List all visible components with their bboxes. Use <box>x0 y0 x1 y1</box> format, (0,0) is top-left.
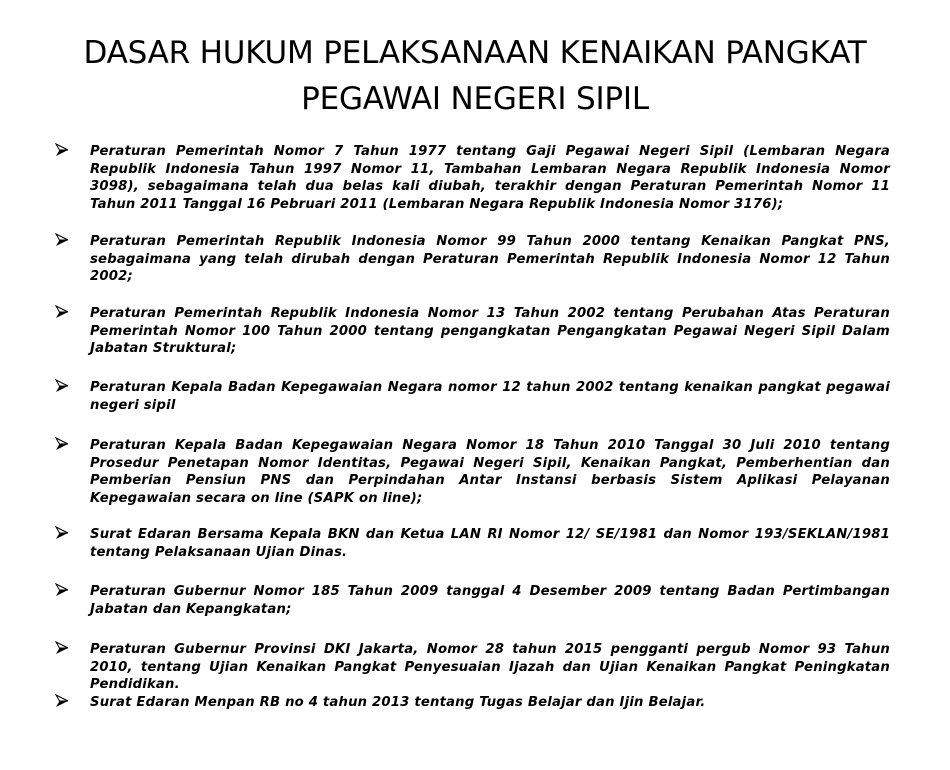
list-item <box>55 437 890 507</box>
list-item <box>55 526 890 561</box>
list-item-text: Peraturan Gubernur Provinsi DKI Jakarta, Nomor 28 tahun 2015 pengganti pergub Nomor 93 Tahun 2010, tentang Ujian Kenaikan Pangkat Penyesuaian Ijazah dan Ujian Kenaikan Pangkat Peningkatan Pendidikan. <box>90 642 890 692</box>
list-item-text: Peraturan Pemerintah Nomor 7 Tahun 1977 tentang Gaji Pegawai Negeri Sipil (Lembaran Negara Republik Indonesia Tahun 1997 Nomor 11, Tambahan Lembaran Negara Republik Indonesia Nomor 3098), sebagaimana telah dua belas kali diubah, terakhir dengan Peraturan Pemerintah Nomor 11 Tahun 2011 Tanggal 16 Pebruari 2011 (Lembaran Negara Republik Indonesia Nomor 3176); <box>90 144 890 212</box>
list-item <box>55 694 890 712</box>
list-item <box>55 143 890 213</box>
list-item <box>55 233 890 286</box>
page-title-line-2: PEGAWAI NEGERI SIPIL <box>301 81 649 117</box>
list-item <box>55 641 890 694</box>
list-item-text: Peraturan Kepala Badan Kepegawaian Negara nomor 12 tahun 2002 tentang kenaikan pangkat pegawai negeri sipil <box>90 380 890 413</box>
arrowhead-bullet-icon <box>55 526 71 542</box>
arrowhead-bullet-icon <box>55 694 71 710</box>
list-item-text: Peraturan Kepala Badan Kepegawaian Negara Nomor 18 Tahun 2010 Tanggal 30 Juli 2010 tentang Prosedur Penetapan Nomor Identitas, Pegawai Negeri Sipil, Kenaikan Pangkat, Pemberhentian dan Pemberian Pensiun PNS dan Perpindahan Antar Instansi berbasis Sistem Aplikasi Pelayanan Kepegawaian secara on line (SAPK on line); <box>90 438 890 506</box>
arrowhead-bullet-icon <box>55 641 71 657</box>
list-item <box>55 379 890 414</box>
arrowhead-bullet-icon <box>55 379 71 395</box>
list-item-text: Peraturan Pemerintah Republik Indonesia Nomor 99 Tahun 2000 tentang Kenaikan Pangkat PNS, sebagaimana yang telah dirubah dengan Peraturan Pemerintah Republik Indonesia Nomor 12 Tahun 2002; <box>90 234 890 284</box>
list-item-text: Peraturan Pemerintah Republik Indonesia Nomor 13 Tahun 2002 tentang Perubahan Atas Peraturan Pemerintah Nomor 100 Tahun 2000 tentang pengangkatan Pengangkatan Pegawai Negeri Sipil Dalam Jabatan Struktural; <box>90 306 890 356</box>
arrowhead-bullet-icon <box>55 437 71 453</box>
arrowhead-bullet-icon <box>55 233 71 249</box>
page-title-line-1: DASAR HUKUM PELAKSANAAN KENAIKAN PANGKAT <box>83 35 867 71</box>
list-item-text: Surat Edaran Menpan RB no 4 tahun 2013 tentang Tugas Belajar dan Ijin Belajar. <box>90 695 706 710</box>
list-item <box>55 305 890 358</box>
list-item-text: Surat Edaran Bersama Kepala BKN dan Ketua LAN RI Nomor 12/ SE/1981 dan Nomor 193/SEKLAN/1981 tentang Pelaksanaan Ujian Dinas. <box>90 527 890 560</box>
arrowhead-bullet-icon <box>55 583 71 599</box>
list-item <box>55 583 890 618</box>
arrowhead-bullet-icon <box>55 305 71 321</box>
arrowhead-bullet-icon <box>55 143 71 159</box>
list-item-text: Peraturan Gubernur Nomor 185 Tahun 2009 tanggal 4 Desember 2009 tentang Badan Pertimbangan Jabatan dan Kepangkatan; <box>90 584 890 617</box>
